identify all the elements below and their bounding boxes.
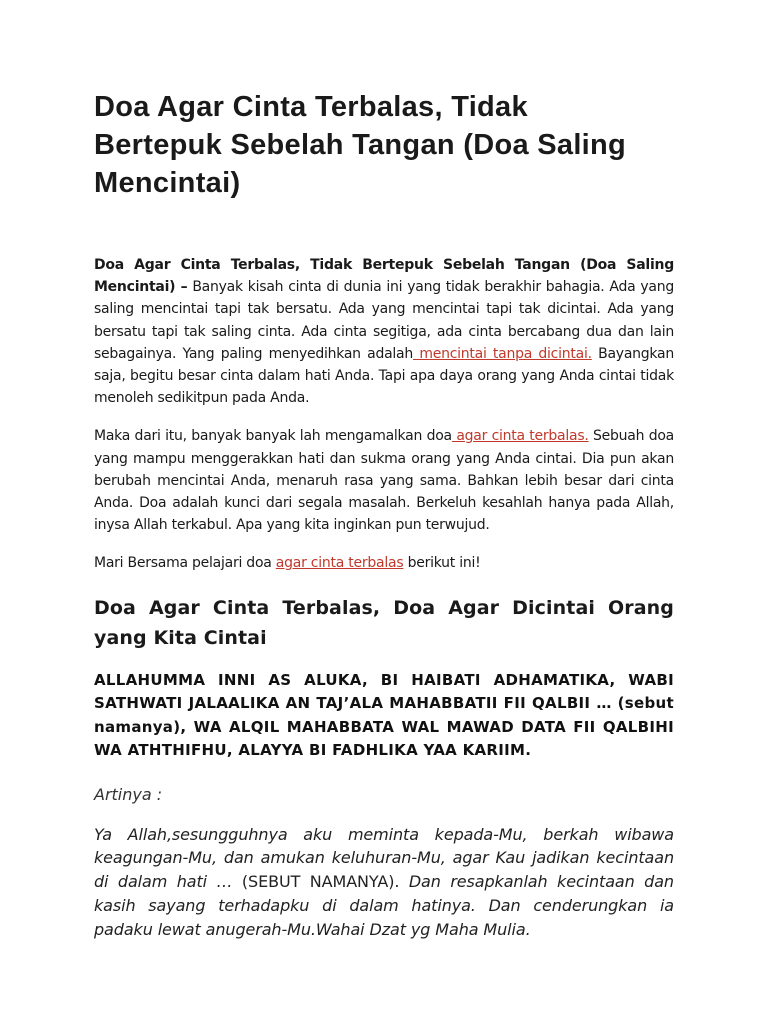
- intro-text-2: Bayangkan saja, begitu besar cinta dalam hati Anda. Tapi apa daya orang yang Anda cintai tidak menoleh sedikitpun pada Anda.: [94, 345, 674, 407]
- intro-text-1: Banyak kisah cinta di dunia ini yang tidak berakhir bahagia. Ada yang saling mencintai tapi tak bersatu. Ada yang mencintai tapi tak dicintai. Ada yang bersatu tapi tak saling cinta. Ada cinta segitiga, ada cinta bercabang dua dan lain sebagainya. Yang paling menyedihkan adalah: [94, 279, 675, 362]
- third-text-2: berikut ini!: [403, 555, 481, 572]
- third-paragraph: [94, 552, 674, 574]
- second-paragraph: [94, 425, 674, 536]
- intro-lead: Doa Agar Cinta Terbalas, Tidak Bertepuk Sebelah Tangan (Doa Saling Mencintai) –: [94, 257, 674, 296]
- third-text-1: Mari Bersama pelajari doa: [94, 555, 276, 572]
- link-agar-cinta-terbalas[interactable]: agar cinta terbalas.: [451, 428, 589, 445]
- artinya-sebut-namanya: (SEBUT NAMANYA).: [241, 872, 400, 892]
- page-title: Doa Agar Cinta Terbalas, Tidak Bertepuk Sebelah Tangan (Doa Saling Mencintai): [94, 91, 627, 199]
- second-text-1: Maka dari itu, banyak banyak lah mengamalkan doa: [94, 428, 452, 445]
- intro-paragraph: [94, 254, 674, 409]
- artinya-label: Artinya :: [94, 784, 163, 804]
- second-text-2: Sebuah doa yang mampu menggerakkan hati dan sukma orang yang Anda cintai. Dia pun akan berubah mencintai Anda, menaruh rasa yang sama. Bahkan lebih besar dari cinta Anda. Doa adalah kunci dari segala masalah. Berkeluh kesahlah hanya pada Allah, inysa Allah terkabul. Apa yang kita inginkan pun terwujud.: [94, 428, 674, 534]
- artinya-part-1: Ya Allah,sesungguhnya aku meminta kepada-Mu, berkah wibawa keagungan-Mu, dan amukan keluhuran-Mu, agar Kau jadikan kecintaan di dalam hati …: [94, 824, 674, 892]
- artinya-part-2: Dan resapkanlah kecintaan dan kasih sayang terhadapku di dalam hatinya. Dan cenderungkan ia padaku lewat anugerah-Mu.Wahai Dzat yg Maha Mulia.: [94, 872, 674, 939]
- section-heading: Doa Agar Cinta Terbalas, Doa Agar Dicintai Orang yang Kita Cintai: [94, 596, 674, 649]
- link-agar-cinta-terbalas-2[interactable]: agar cinta terbalas: [275, 555, 404, 572]
- doa-text: ALLAHUMMA INNI AS ALUKA, BI HAIBATI ADHAMATIKA, WABI SATHWATI JALAALIKA AN TAJ’ALA MAHABBATII FII QALBII … (sebut namanya), WA ALQIL MAHABBATA WAL MAWAD DATA FII QALBIHI WA ATHTHIFHU, ALAYYA BI FADHLIKA YAA KARIIM.: [94, 670, 674, 760]
- link-mencintai-tanpa-dicintai[interactable]: mencintai tanpa dicintai.: [413, 345, 592, 362]
- artinya-text: [94, 823, 674, 942]
